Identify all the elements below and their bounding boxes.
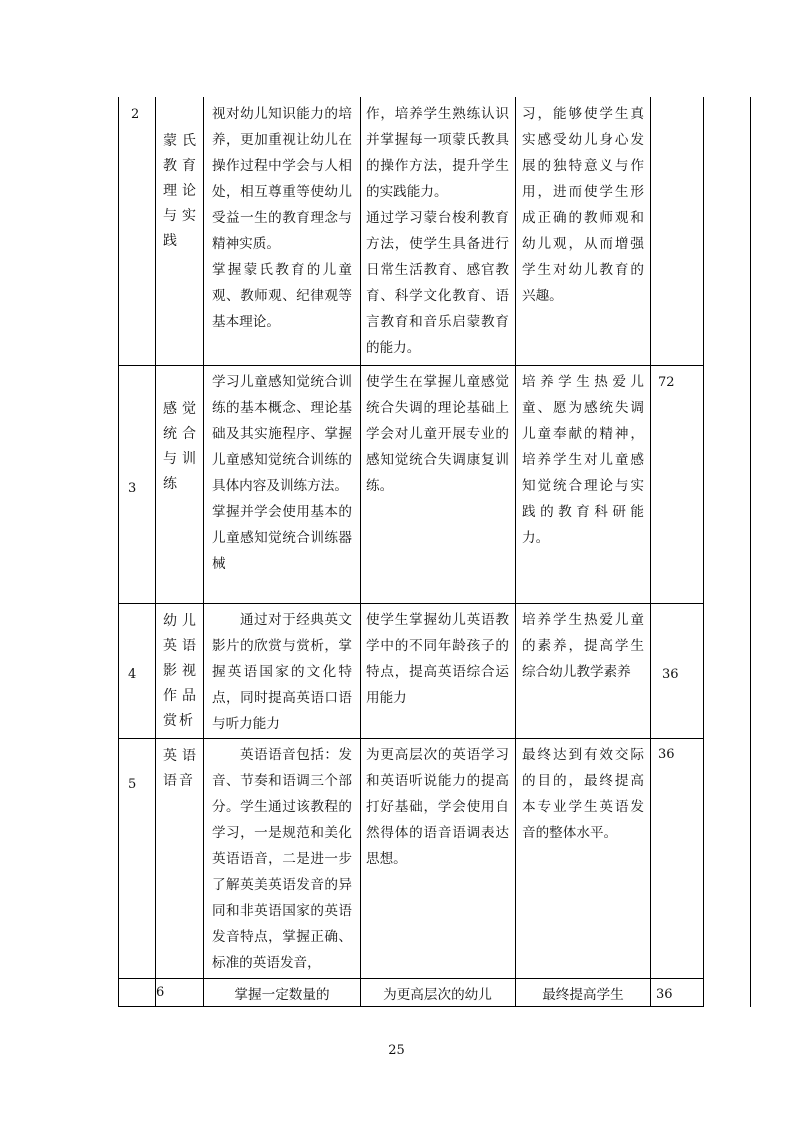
ability-goal: 使学生掌握幼儿英语教学中的不同年龄孩子的特点，提高英语综合运用能力 [366, 612, 509, 706]
course-content: 掌握一定数量的 [234, 987, 330, 1003]
course-name: 英语语音 [163, 748, 198, 789]
table-column-divider [155, 97, 156, 1007]
course-name: 幼儿英语影视作品赏析 [163, 613, 198, 729]
page-number: 25 [388, 1043, 405, 1058]
course-content: 学习儿童感知觉统合训练的基本概念、理论基础及其实施程序、掌握儿童感知觉统合训练的具体内容及训练方法。 掌握并学会使用基本的儿童感知觉统合训练器械 [212, 374, 352, 572]
table-column-divider [703, 97, 704, 1007]
table-column-divider [360, 97, 361, 1007]
course-hours: 36 [656, 987, 673, 1002]
quality-goal: 习，能够使学生真实感受幼儿身心发展的独特意义与作用，进而使学生形成正确的教师观和幼儿观，从而增强学生对幼儿教育的兴趣。 [522, 106, 644, 304]
course-name: 感觉统合与训练 [163, 401, 198, 492]
row-number: 3 [128, 481, 137, 496]
course-content: 视对幼儿知识能力的培养，更加重视让幼儿在操作过程中学会与人相处，相互尊重等使幼儿受益一生的教育理念与精神实质。 掌握蒙氏教育的儿童观、教师观、纪律观等基本理论。 [212, 106, 352, 330]
course-hours: 36 [662, 667, 679, 682]
table-row-divider [118, 978, 703, 979]
table-column-divider [203, 97, 204, 1007]
ability-goal: 使学生在掌握儿童感觉统合失调的理论基础上学会对儿童开展专业的感知觉统合失调康复训练。 [366, 374, 509, 494]
quality-goal: 最终提高学生 [542, 987, 624, 1003]
table-column-divider [515, 97, 516, 1007]
table-row-divider [118, 738, 703, 739]
course-name: 蒙氏教育理论与实践 [163, 133, 198, 249]
course-hours: 36 [658, 747, 675, 762]
row-number: 5 [128, 777, 137, 792]
table-border-right [750, 97, 751, 1007]
table-row-divider [118, 603, 703, 604]
table-row-divider [118, 365, 703, 366]
course-hours: 72 [658, 375, 675, 390]
course-content: 英语语音包括：发音、节奏和语调三个部分。学生通过该教程的学习，一是规范和美化英语语音，二是进一步了解英美英语发音的异同和非英语国家的英语发音特点，掌握正确、标准的英语发音， [212, 747, 352, 971]
ability-goal: 作，培养学生熟练认识并掌握每一项蒙氏教具的操作方法，提升学生的实践能力。 通过学习蒙台梭利教育方法，使学生具备进行日常生活教育、感官教育、科学文化教育、语言教育和音乐启蒙教育的能力。 [366, 106, 509, 356]
table-border-left [118, 97, 119, 1007]
row-number: 4 [128, 667, 137, 682]
quality-goal: 最终达到有效交际的目的，最终提高本专业学生英语发音的整体水平。 [522, 747, 644, 841]
row-number: 2 [131, 107, 140, 122]
ability-goal: 为更高层次的幼儿 [383, 987, 492, 1003]
table-column-divider [650, 97, 651, 1007]
quality-goal: 培养学生热爱儿童的素养，提高学生综合幼儿教学素养 [522, 612, 644, 680]
quality-goal: 培养学生热爱儿童、愿为感统失调儿童奉献的精神，培养学生对儿童感知觉统合理论与实践的教育科研能力。 [522, 374, 644, 546]
row-number: 6 [156, 985, 165, 1000]
course-content: 通过对于经典英文影片的欣赏与赏析，掌握英语国家的文化特点，同时提高英语口语与听力能力 [212, 612, 352, 732]
ability-goal: 为更高层次的英语学习和英语听说能力的提高打好基础，学会使用自然得体的语音语调表达思想。 [366, 747, 509, 867]
